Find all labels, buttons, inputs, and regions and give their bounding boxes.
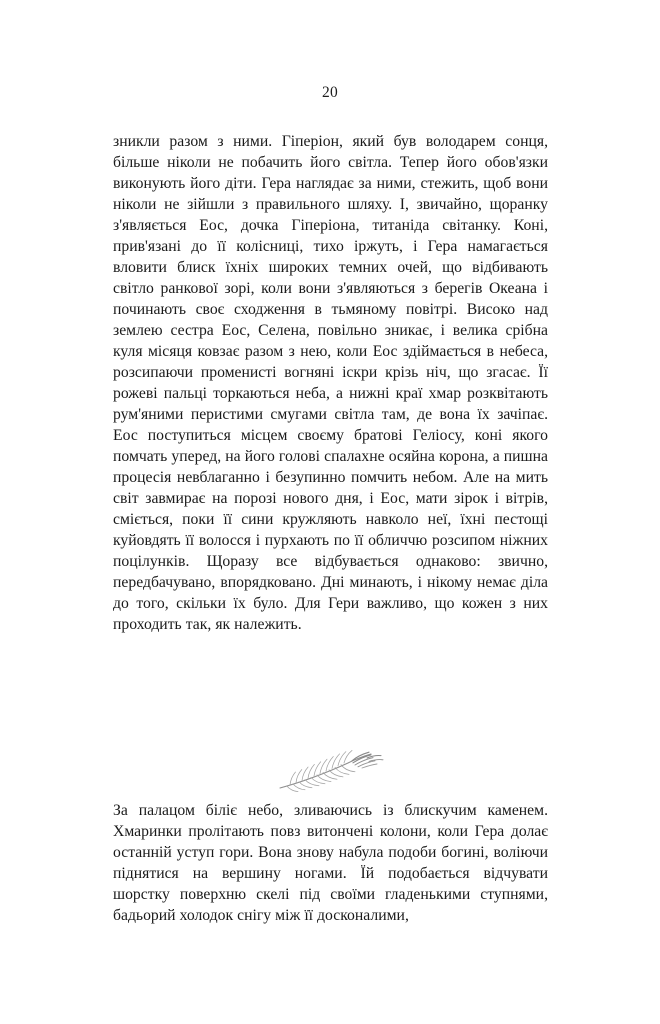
paragraph-body-first: зникли разом з ними. Гіперіон, який був володарем сонця, більше ніколи не побачить його світла. Тепер його обов'язки виконують його діти. Гера наглядає за ними, стежить, щоб вони ніколи не зійшли з правильного шляху. І, звичайно, щоранку з'являється Еос, дочка Гіперіона, титаніда світанку. Коні, прив'язані до її колісниці, тихо іржуть, і Гера намагається вловити блиск їхніх широких темних очей, що відбивають світло ранкової зорі, коли вони з'являються з берегів Океана і починають своє сходження в тьмяному повітрі. Високо над землею сестра Еос, Селена, повільно зникає, і велика срібна куля місяця ковзає разом з нею, коли Еос здіймається в небеса, розсипаючи променисті вогняні іскри крізь ніч, що згасає. Її рожеві пальці торкаються неба, а нижні краї хмар розквітають рум'яними перистими смугами світла там, де вона їх зачіпає. Еос поступиться місцем своєму братові Геліосу, коні якого помчать уперед, на його голові спалахне осяйна корона, а пишна процесія невблаганно і безупинно помчить небом. Але на мить світ завмирає на порозі нового дня, і Еос, мати зірок і вітрів, сміється, поки її сини кружляють навколо неї, їхні пестощі куйовдять її волосся і пурхають по її обличчю розсипом ніжних поцілунків. Щоразу все відбувається однаково: звично, передбачувано, впорядковано. Дні минають, і нікому немає діла до того, скільки їх було. Для Гери важливо, що кожен з них проходить так, як належить. bbox=[113, 133, 548, 633]
section-divider bbox=[0, 744, 660, 798]
page-number: 20 bbox=[321, 84, 339, 101]
feather-ornament-icon bbox=[274, 749, 386, 793]
paragraph-body-second: За палацом біліє небо, зливаючись із блискучим каменем. Хмаринки пролітають повз витончені колони, коли Гера долає останній уступ гори. Вона знову набула подоби богині, воліючи піднятися на вершину ногами. Їй подобається відчувати шорстку поверхню скелі під своїми гладенькими ступнями, бадьорий холодок снігу між її досконалими, bbox=[113, 802, 548, 924]
text-block-lower bbox=[113, 800, 548, 926]
text-block-upper bbox=[113, 131, 548, 635]
